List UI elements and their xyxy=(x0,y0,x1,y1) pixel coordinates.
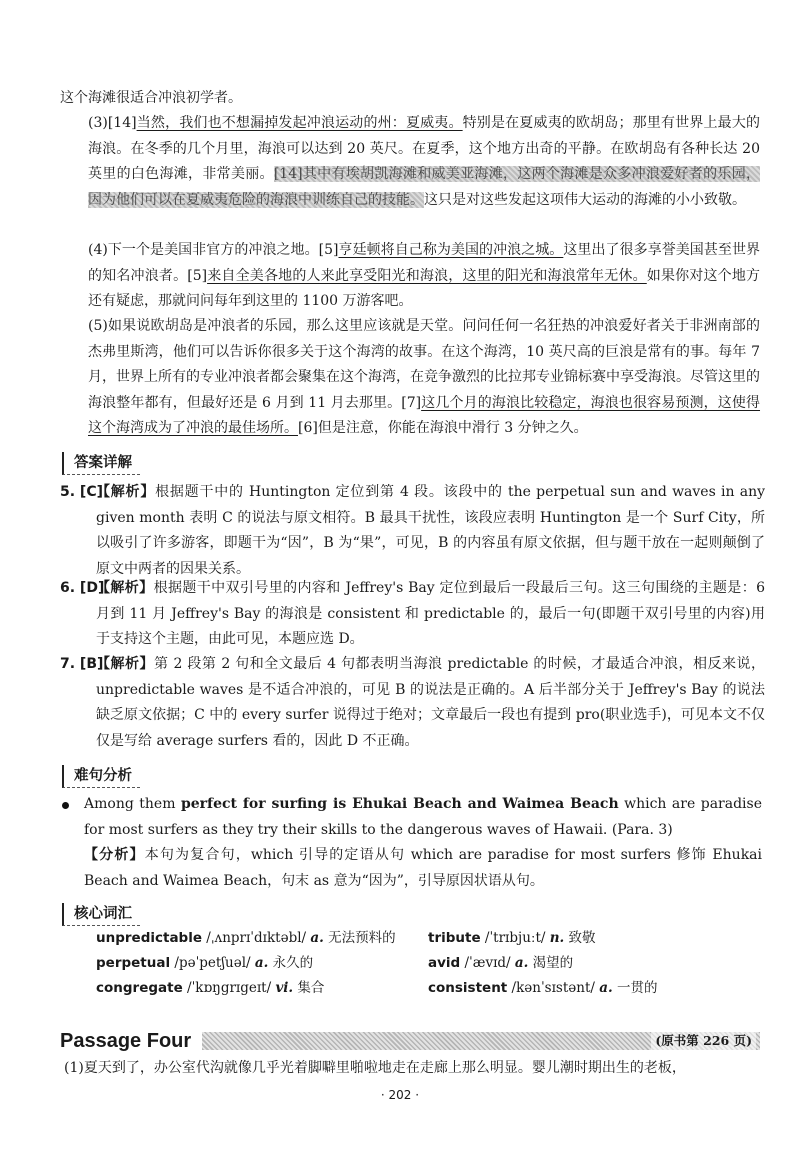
section-title-sentence-analysis: 难句分析 xyxy=(62,765,140,788)
sentence-text: Among them xyxy=(84,796,181,812)
paragraph-text: [6]但是注意，你能在海浪中滑行 3 分钟之久。 xyxy=(298,420,588,436)
highlighted-sentence: [14]其中有埃胡凯海滩和威美亚海滩，这两个海滩是众多冲浪爱好者的乐园，因为他们可以在夏威夷危险的海浪中训练自己的技能。 xyxy=(88,166,760,208)
vocab-pos: n. xyxy=(549,930,565,946)
answer-number: 6. [D] xyxy=(60,580,105,596)
vocab-word: perpetual xyxy=(96,955,171,971)
answer-number: 7. [B] xyxy=(60,656,104,672)
sentence-text: which are paradise for most surfers as they try their skills to the dangerous waves of Hawaii. (Para. 3) xyxy=(84,796,762,838)
paragraph-text: 如果你对这个地方还有疑虑，那就问问每年到这里的 1100 万游客吧。 xyxy=(88,267,761,309)
paragraph-text: (4)下一个是美国非官方的冲浪之地。[5] xyxy=(88,242,339,258)
translation-paragraph-5 xyxy=(60,314,760,442)
vocab-pos: vi. xyxy=(275,980,294,996)
underlined-sentence: 这几个月的海浪比较稳定，海浪也很容易预测，这使得这个海湾成为了冲浪的最佳场所。 xyxy=(88,394,761,436)
passage-title: Passage Four xyxy=(60,1028,197,1054)
paragraph-text: (1)夏天到了，办公室代沟就像几乎光着脚噼里啪啦地走在走廊上那么明显。婴儿潮时期出生的老板， xyxy=(64,1060,686,1076)
sentence-bold-text: Ehukai Beach and Waimea Beach xyxy=(352,796,619,812)
paragraph-text: 这只是对这些发起这项伟大运动的海滩的小小致敬。 xyxy=(424,191,746,208)
vocab-list-left xyxy=(96,926,396,1001)
paragraph-number: (3)[14] xyxy=(88,115,137,131)
translation-paragraph-4 xyxy=(60,238,760,315)
passage-four-paragraph-1 xyxy=(60,1056,760,1082)
vocab-pos: a. xyxy=(310,930,324,946)
vocab-entry xyxy=(428,951,657,976)
vocab-phonetic: /ˈævɪd/ xyxy=(460,955,515,971)
vocab-word: consistent xyxy=(428,980,508,996)
vocab-phonetic: /ˌʌnprɪˈdɪktəbl/ xyxy=(202,930,311,946)
answer-number: 5. [C] xyxy=(60,484,104,500)
section-title-vocabulary: 核心词汇 xyxy=(62,903,140,926)
analysis-tag: 【解析】 xyxy=(96,484,156,500)
vocab-phonetic: /kənˈsɪstənt/ xyxy=(507,980,600,996)
sentence-bold-text: is xyxy=(327,796,353,812)
vocab-phonetic: /pəˈpetʃuəl/ xyxy=(170,955,255,971)
vocab-meaning: 渴望的 xyxy=(528,955,574,971)
translation-paragraph-3 xyxy=(60,111,760,213)
answer-item xyxy=(60,576,765,653)
vocab-word: avid xyxy=(428,955,461,971)
vocab-phonetic: /ˈtrɪbjuːt/ xyxy=(480,930,550,946)
passage-four-header xyxy=(60,1028,760,1054)
vocab-pos: a. xyxy=(254,955,269,971)
page-number: · 202 · xyxy=(380,1088,420,1102)
vocab-meaning: 致敬 xyxy=(564,930,596,946)
vocab-pos: a. xyxy=(599,980,613,996)
underlined-sentence: 当然，我们也不想漏掉发起冲浪运动的州：夏威夷。 xyxy=(136,115,463,131)
answer-explanation: 第 2 段第 2 句和全文最后 4 句都表明当海浪 predictable 的时候，才最适合冲浪，相反来说，unpredictable waves 是不适合冲浪的，可见 B 的说法是正确的。A 后半部分关于 Jeffrey's Bay 的说法缺乏原文依据；C 中的 every surfer 说得过于绝对；文章最后一段也有提到 pro(职业选手)，可见本文不仅仅是写给 average surfers 看的，因此 D 不正确。 xyxy=(96,656,765,749)
translation-paragraph-2-end xyxy=(60,86,760,112)
vocab-pos: a. xyxy=(514,955,529,971)
sentence-analysis xyxy=(84,843,762,894)
vocab-meaning: 永久的 xyxy=(268,955,314,971)
vocab-meaning: 一贯的 xyxy=(612,980,658,996)
vocab-meaning: 集合 xyxy=(293,980,325,996)
sentence-bold-text: perfect for surfing xyxy=(180,796,328,812)
vocab-phonetic: /ˈkɒŋgrɪgeɪt/ xyxy=(182,980,276,996)
vocab-entry xyxy=(96,951,396,976)
paragraph-text: (5)如果说欧胡岛是冲浪者的乐园，那么这里应该就是天堂。问问任何一名狂热的冲浪爱好者关于非洲南部的杰弗里斯湾，他们可以告诉你很多关于这个海湾的故事。在这个海湾，10 英尺高的巨浪是常有的事。每年 7 月，世界上所有的专业冲浪者都会聚集在这个海湾，在竞争激烈的比拉邦专业锦标赛中享受海浪。尽管这里的海浪整年都有，但最好还是 6 月到 11 月去那里。[7] xyxy=(88,318,760,411)
underlined-sentence: 亨廷顿将自己称为美国的冲浪之城。 xyxy=(338,242,564,258)
answer-explanation: 根据题干中双引号里的内容和 Jeffrey's Bay 定位到最后一段最后三句。这三句围绕的主题是：6 月到 11 月 Jeffrey's Bay 的海浪是 consistent 和 predictable 的，最后一句(即题干双引号里的内容)用于支持这个主题，由此可见，本题应选 D。 xyxy=(96,580,765,647)
analysis-tag: 【解析】 xyxy=(96,656,155,672)
analysis-tag: 【解析】 xyxy=(96,580,154,596)
vocab-entry xyxy=(96,976,396,1001)
analysis-text: 本句为复合句，which 引导的定语从句 which are paradise for most surfers 修饰 Ehukai Beach and Waimea Beach，句末 as 意为“因为”，引导原因状语从句。 xyxy=(84,847,762,889)
paragraph-text: 这里出了很多享誉美国甚至世界的知名冲浪者。[5] xyxy=(88,242,761,284)
vocab-meaning: 无法预料的 xyxy=(323,930,396,946)
vocab-entry xyxy=(96,926,396,951)
vocab-entry xyxy=(428,976,657,1001)
paragraph-text: 特别是在夏威夷的欧胡岛；那里有世界上最大的海浪。在冬季的几个月里，海浪可以达到 20 英尺。在夏季，这个地方出奇的平静。在欧胡岛有各种长达 20 英里的白色海滩，非常美丽。 xyxy=(88,115,760,182)
answer-item xyxy=(60,480,765,582)
section-title-answers: 答案详解 xyxy=(62,452,140,475)
difficult-sentence xyxy=(62,792,762,894)
vocab-entry xyxy=(428,926,657,951)
vocab-word: congregate xyxy=(96,980,183,996)
analysis-tag: 【分析】 xyxy=(84,847,145,863)
vocab-word: unpredictable xyxy=(96,930,203,946)
bullet-icon xyxy=(62,802,69,809)
vocab-list-right xyxy=(428,926,657,1001)
vocab-word: tribute xyxy=(428,930,481,946)
paragraph-text: 这个海滩很适合冲浪初学者。 xyxy=(60,90,242,106)
underlined-sentence: 来自全美各地的人来此享受阳光和海浪，这里的阳光和海浪常年无休。 xyxy=(207,267,647,284)
answer-item xyxy=(60,652,765,754)
answer-explanation: 根据题干中的 Huntington 定位到第 4 段。该段中的 the perpetual sun and waves in any given month 表明 C 的说法与原文相符。B 最具干扰性，该段应表明 Huntington 是一个 Surf City，所以吸引了许多游客，即题干为“因”，B 为“果”，可见，B 的内容虽有原文依据，但与题干放在一起则颠倒了原文中两者的因果关系。 xyxy=(96,484,766,577)
source-page-reference: (原书第 226 页) xyxy=(651,1032,756,1050)
